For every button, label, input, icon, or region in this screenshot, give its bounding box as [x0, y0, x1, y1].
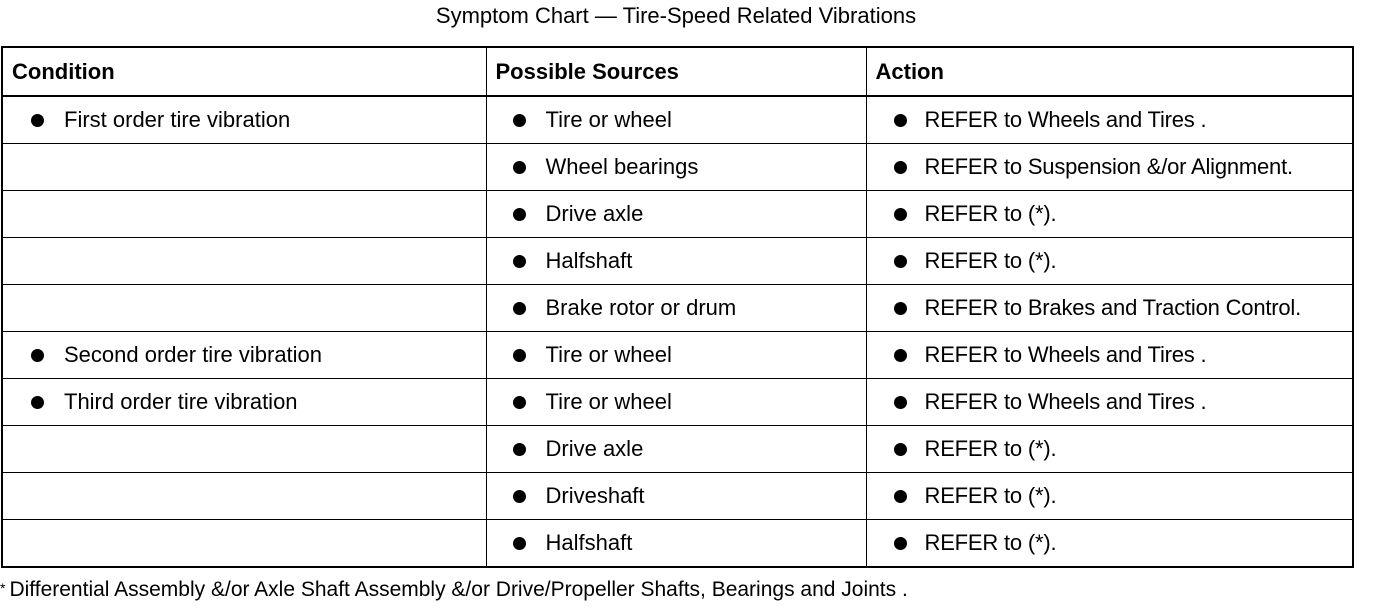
bullet-icon	[894, 537, 907, 550]
symptom-table	[1, 46, 1354, 568]
table-row	[2, 285, 1353, 332]
source-cell	[486, 379, 866, 426]
bullet-icon	[894, 255, 907, 268]
condition-cell-text: Second order tire vibration	[64, 342, 323, 367]
bullet-icon	[31, 114, 44, 127]
table-row	[2, 332, 1353, 379]
source-cell-text: Drive axle	[545, 201, 644, 226]
footnote	[0, 576, 908, 604]
table-row	[2, 238, 1353, 285]
source-cell-text: Tire or wheel	[545, 107, 672, 132]
condition-cell	[2, 520, 486, 568]
table-row	[2, 520, 1353, 568]
condition-cell	[2, 96, 486, 144]
bullet-icon	[31, 349, 44, 362]
action-cell-text: REFER to Wheels and Tires .	[924, 389, 1207, 414]
bullet-icon	[513, 396, 526, 409]
action-cell	[866, 332, 1353, 379]
source-cell-text: Brake rotor or drum	[545, 295, 737, 320]
footnote-text: Differential Assembly &/or Axle Shaft Assembly &/or Drive/Propeller Shafts, Bearings and Joints .	[9, 578, 908, 601]
condition-cell	[2, 379, 486, 426]
action-cell-text: REFER to Wheels and Tires .	[924, 107, 1207, 132]
action-cell-text: REFER to (*).	[924, 483, 1057, 508]
condition-cell	[2, 238, 486, 285]
source-cell	[486, 191, 866, 238]
source-cell	[486, 426, 866, 473]
action-cell-text: REFER to (*).	[924, 248, 1057, 273]
action-cell	[866, 191, 1353, 238]
action-cell-text: REFER to Suspension &/or Alignment.	[924, 154, 1293, 179]
condition-cell	[2, 332, 486, 379]
condition-cell	[2, 144, 486, 191]
table-row	[2, 379, 1353, 426]
bullet-icon	[894, 443, 907, 456]
action-cell	[866, 96, 1353, 144]
bullet-icon	[513, 302, 526, 315]
source-cell-text: Tire or wheel	[545, 389, 672, 414]
table-row	[2, 144, 1353, 191]
source-cell-text: Drive axle	[545, 436, 644, 461]
action-cell-text: REFER to (*).	[924, 530, 1057, 555]
source-cell	[486, 238, 866, 285]
condition-cell	[2, 191, 486, 238]
action-cell-text: REFER to Brakes and Traction Control.	[924, 295, 1302, 320]
action-cell-text: REFER to (*).	[924, 436, 1057, 461]
header-action: Action	[866, 47, 1353, 96]
bullet-icon	[513, 349, 526, 362]
bullet-icon	[894, 349, 907, 362]
bullet-icon	[894, 161, 907, 174]
table-row	[2, 96, 1353, 144]
action-cell-text: REFER to Wheels and Tires .	[924, 342, 1207, 367]
source-cell	[486, 285, 866, 332]
source-cell	[486, 520, 866, 568]
source-cell	[486, 144, 866, 191]
header-condition: Condition	[2, 47, 486, 96]
bullet-icon	[894, 302, 907, 315]
action-cell	[866, 520, 1353, 568]
action-cell	[866, 285, 1353, 332]
source-cell-text: Halfshaft	[545, 530, 633, 555]
bullet-icon	[513, 255, 526, 268]
bullet-icon	[513, 208, 526, 221]
bullet-icon	[513, 114, 526, 127]
footnote-marker: *	[0, 580, 6, 596]
action-cell	[866, 473, 1353, 520]
condition-cell-text: First order tire vibration	[64, 107, 291, 132]
source-cell	[486, 96, 866, 144]
bullet-icon	[513, 490, 526, 503]
bullet-icon	[513, 537, 526, 550]
action-cell	[866, 426, 1353, 473]
bullet-icon	[894, 114, 907, 127]
source-cell-text: Wheel bearings	[545, 154, 699, 179]
action-cell	[866, 238, 1353, 285]
action-cell	[866, 144, 1353, 191]
bullet-icon	[894, 396, 907, 409]
source-cell-text: Halfshaft	[545, 248, 633, 273]
source-cell	[486, 332, 866, 379]
bullet-icon	[513, 161, 526, 174]
condition-cell	[2, 473, 486, 520]
source-cell	[486, 473, 866, 520]
condition-cell-text: Third order tire vibration	[64, 389, 298, 414]
source-cell-text: Tire or wheel	[545, 342, 672, 367]
action-cell-text: REFER to (*).	[924, 201, 1057, 226]
bullet-icon	[513, 443, 526, 456]
table-row	[2, 473, 1353, 520]
source-cell-text: Driveshaft	[545, 483, 645, 508]
chart-title: Symptom Chart — Tire-Speed Related Vibrations	[435, 3, 917, 28]
table-header-row	[2, 47, 1353, 96]
header-possible-sources: Possible Sources	[486, 47, 866, 96]
table-row	[2, 426, 1353, 473]
condition-cell	[2, 285, 486, 332]
bullet-icon	[894, 208, 907, 221]
bullet-icon	[31, 396, 44, 409]
action-cell	[866, 379, 1353, 426]
bullet-icon	[894, 490, 907, 503]
table-row	[2, 191, 1353, 238]
condition-cell	[2, 426, 486, 473]
